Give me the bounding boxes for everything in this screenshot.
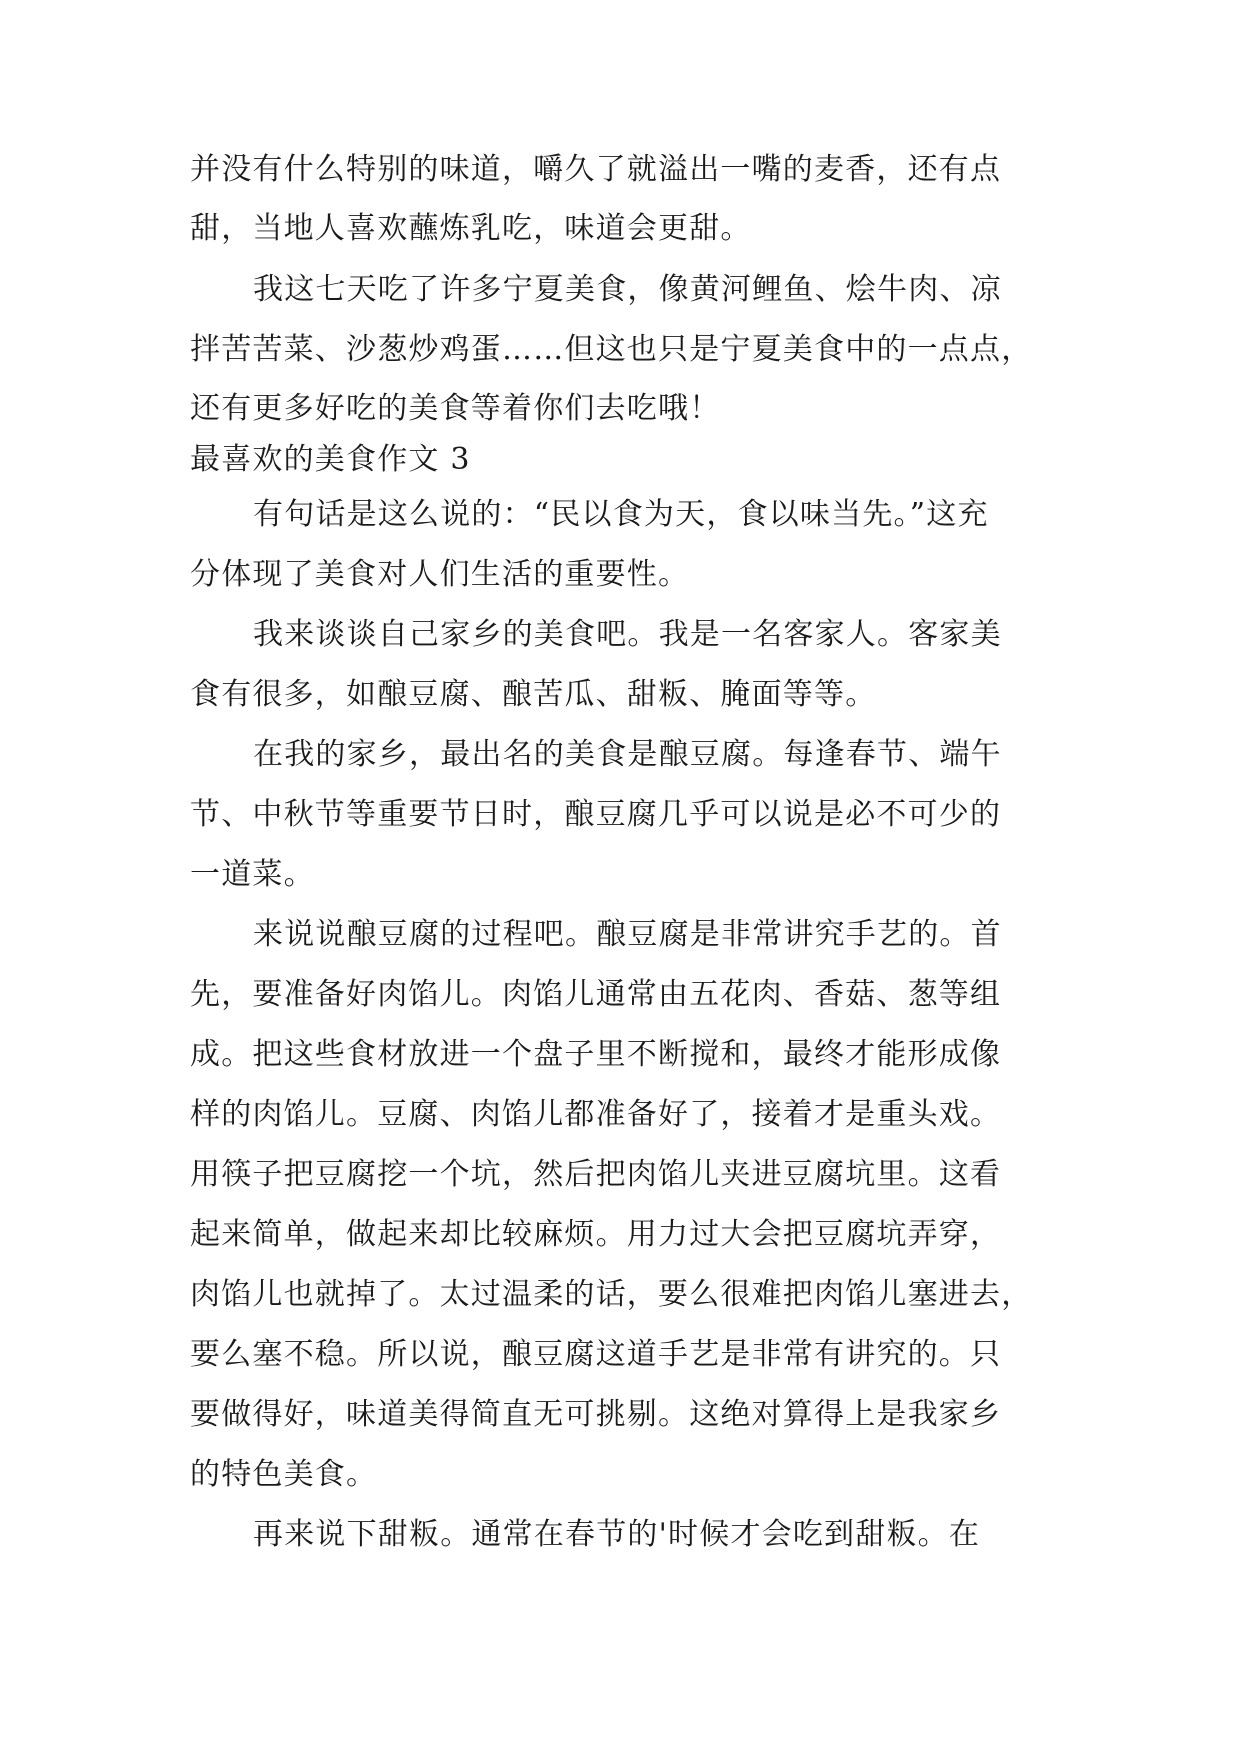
paragraph-start-line: 我来谈谈自己家乡的美食吧。我是一名客家人。客家美 [253, 617, 1002, 652]
text-line: 节、中秋节等重要节日时，酿豆腐几乎可以说是必不可少的 [190, 797, 1002, 832]
text-line: 食有很多，如酿豆腐、酿苦瓜、甜粄、腌面等等。 [190, 677, 877, 712]
text-line: 一道菜。 [190, 857, 315, 892]
text-line: 肉馅儿也就掉了。太过温柔的话，要么很难把肉馅儿塞进去， [190, 1277, 1033, 1312]
text-line: 要么塞不稳。所以说，酿豆腐这道手艺是非常有讲究的。只 [190, 1337, 1002, 1372]
text-line: 分体现了美食对人们生活的重要性。 [190, 557, 690, 592]
paragraph-start-line: 有句话是这么说的：“民以食为天，食以味当先。”这充 [253, 497, 989, 532]
text-line: 并没有什么特别的味道，嚼久了就溢出一嘴的麦香，还有点 [190, 152, 1002, 187]
text-line: 拌苦苦菜、沙葱炒鸡蛋……但这也只是宁夏美食中的一点点， [190, 332, 1033, 367]
text-line: 起来简单，做起来却比较麻烦。用力过大会把豆腐坑弄穿， [190, 1217, 1002, 1252]
text-line: 样的肉馅儿。豆腐、肉馅儿都准备好了，接着才是重头戏。 [190, 1097, 1002, 1132]
paragraph-start-line: 我这七天吃了许多宁夏美食，像黄河鲤鱼、烩牛肉、凉 [253, 272, 1002, 307]
paragraph-start-line: 来说说酿豆腐的过程吧。酿豆腐是非常讲究手艺的。首 [253, 917, 1002, 952]
paragraph-start-line: 再来说下甜粄。通常在春节的'时候才会吃到甜粄。在 [253, 1517, 981, 1552]
text-line: 用筷子把豆腐挖一个坑，然后把肉馅儿夹进豆腐坑里。这看 [190, 1157, 1002, 1192]
text-line: 还有更多好吃的美食等着你们去吃哦！ [190, 391, 721, 426]
text-line: 的特色美食。 [190, 1457, 378, 1492]
text-line: 要做得好，味道美得简直无可挑剔。这绝对算得上是我家乡 [190, 1397, 1002, 1432]
section-heading: 最喜欢的美食作文 3 [190, 442, 471, 477]
text-line: 甜，当地人喜欢蘸炼乳吃，味道会更甜。 [190, 211, 752, 246]
text-line: 成。把这些食材放进一个盘子里不断搅和，最终才能形成像 [190, 1037, 1002, 1072]
paragraph-start-line: 在我的家乡，最出名的美食是酿豆腐。每逢春节、端午 [253, 737, 1002, 772]
text-line: 先，要准备好肉馅儿。肉馅儿通常由五花肉、香菇、葱等组 [190, 977, 1002, 1012]
